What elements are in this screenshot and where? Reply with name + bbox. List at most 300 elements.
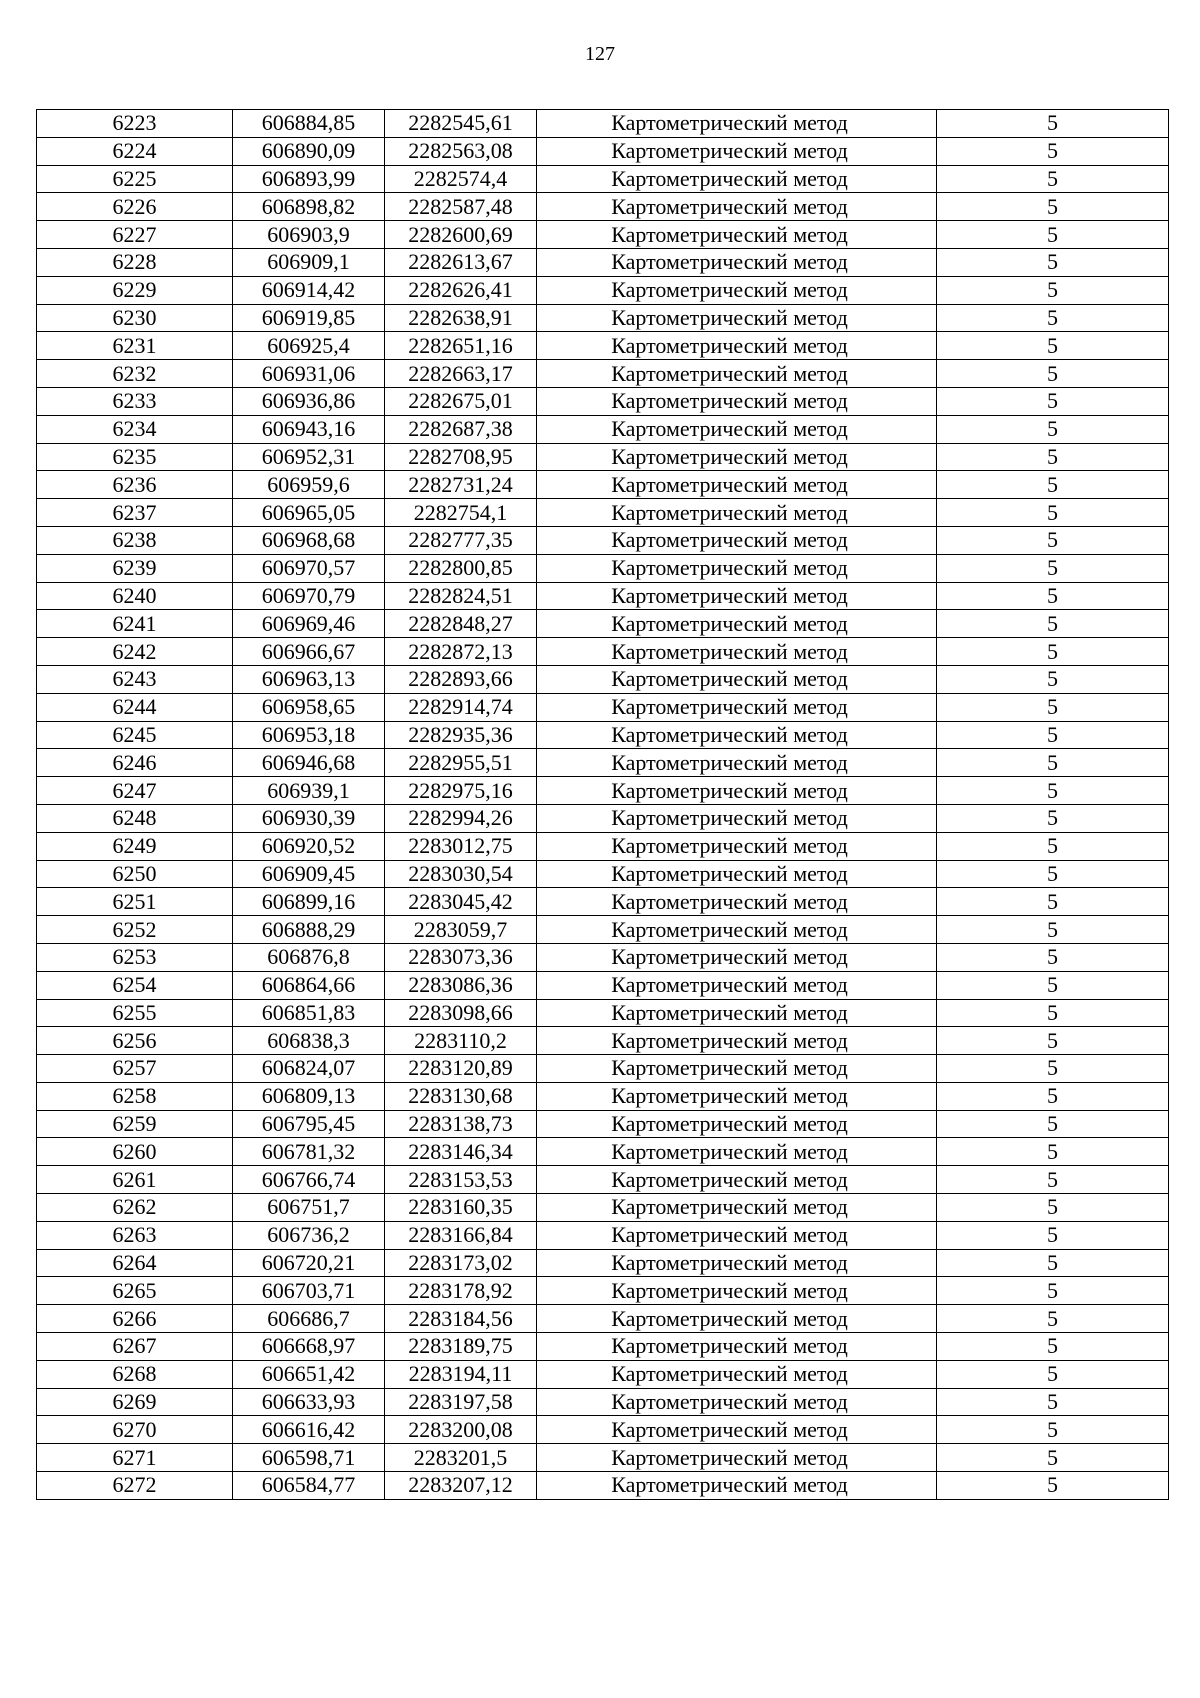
y-coordinate-cell: 2283030,54 [385,860,537,888]
method-cell: Картометрический метод [537,777,937,805]
y-coordinate-cell: 2283160,35 [385,1194,537,1222]
point-number-cell: 6257 [37,1055,233,1083]
accuracy-cell: 5 [937,860,1169,888]
method-cell: Картометрический метод [537,1110,937,1138]
x-coordinate-cell: 606939,1 [233,777,385,805]
method-cell: Картометрический метод [537,1360,937,1388]
accuracy-cell: 5 [937,610,1169,638]
point-number-cell: 6240 [37,582,233,610]
page-number: 127 [585,43,615,65]
y-coordinate-cell: 2282914,74 [385,693,537,721]
method-cell: Картометрический метод [537,916,937,944]
method-cell: Картометрический метод [537,582,937,610]
method-cell: Картометрический метод [537,1138,937,1166]
table-row [37,888,1169,916]
method-cell: Картометрический метод [537,332,937,360]
y-coordinate-cell: 2282848,27 [385,610,537,638]
accuracy-cell: 5 [937,693,1169,721]
y-coordinate-cell: 2283110,2 [385,1027,537,1055]
point-number-cell: 6227 [37,221,233,249]
table-row [37,1249,1169,1277]
method-cell: Картометрический метод [537,1166,937,1194]
accuracy-cell: 5 [937,1249,1169,1277]
table-row [37,1082,1169,1110]
y-coordinate-cell: 2283130,68 [385,1082,537,1110]
x-coordinate-cell: 606884,85 [233,110,385,138]
x-coordinate-cell: 606930,39 [233,804,385,832]
accuracy-cell: 5 [937,943,1169,971]
table-row [37,1277,1169,1305]
method-cell: Картометрический метод [537,1333,937,1361]
table-row [37,1194,1169,1222]
table-row [37,193,1169,221]
x-coordinate-cell: 606898,82 [233,193,385,221]
point-number-cell: 6256 [37,1027,233,1055]
y-coordinate-cell: 2282613,67 [385,248,537,276]
x-coordinate-cell: 606920,52 [233,832,385,860]
y-coordinate-cell: 2283178,92 [385,1277,537,1305]
table-row [37,1110,1169,1138]
x-coordinate-cell: 606909,45 [233,860,385,888]
accuracy-cell: 5 [937,1138,1169,1166]
x-coordinate-cell: 606965,05 [233,499,385,527]
accuracy-cell: 5 [937,804,1169,832]
x-coordinate-cell: 606968,68 [233,526,385,554]
method-cell: Картометрический метод [537,1416,937,1444]
x-coordinate-cell: 606809,13 [233,1082,385,1110]
y-coordinate-cell: 2283098,66 [385,999,537,1027]
point-number-cell: 6228 [37,248,233,276]
method-cell: Картометрический метод [537,248,937,276]
x-coordinate-cell: 606890,09 [233,137,385,165]
x-coordinate-cell: 606686,7 [233,1305,385,1333]
y-coordinate-cell: 2283207,12 [385,1472,537,1500]
table-row [37,499,1169,527]
method-cell: Картометрический метод [537,165,937,193]
accuracy-cell: 5 [937,638,1169,666]
x-coordinate-cell: 606766,74 [233,1166,385,1194]
point-number-cell: 6262 [37,1194,233,1222]
method-cell: Картометрический метод [537,471,937,499]
accuracy-cell: 5 [937,526,1169,554]
y-coordinate-cell: 2283201,5 [385,1444,537,1472]
accuracy-cell: 5 [937,916,1169,944]
y-coordinate-cell: 2283059,7 [385,916,537,944]
table-row [37,165,1169,193]
table-row [37,415,1169,443]
table-row [37,1027,1169,1055]
y-coordinate-cell: 2283173,02 [385,1249,537,1277]
point-number-cell: 6235 [37,443,233,471]
table-row [37,1472,1169,1500]
y-coordinate-cell: 2283120,89 [385,1055,537,1083]
method-cell: Картометрический метод [537,860,937,888]
x-coordinate-cell: 606909,1 [233,248,385,276]
method-cell: Картометрический метод [537,443,937,471]
accuracy-cell: 5 [937,999,1169,1027]
y-coordinate-cell: 2283200,08 [385,1416,537,1444]
y-coordinate-cell: 2283045,42 [385,888,537,916]
accuracy-cell: 5 [937,554,1169,582]
x-coordinate-cell: 606953,18 [233,721,385,749]
table-row [37,916,1169,944]
y-coordinate-cell: 2283138,73 [385,1110,537,1138]
point-number-cell: 6248 [37,804,233,832]
y-coordinate-cell: 2282563,08 [385,137,537,165]
y-coordinate-cell: 2282955,51 [385,749,537,777]
x-coordinate-cell: 606959,6 [233,471,385,499]
point-number-cell: 6229 [37,276,233,304]
y-coordinate-cell: 2282626,41 [385,276,537,304]
table-row [37,471,1169,499]
table-row [37,749,1169,777]
y-coordinate-cell: 2282824,51 [385,582,537,610]
method-cell: Картометрический метод [537,1305,937,1333]
point-number-cell: 6233 [37,387,233,415]
x-coordinate-cell: 606946,68 [233,749,385,777]
table-row [37,1221,1169,1249]
method-cell: Картометрический метод [537,1388,937,1416]
point-number-cell: 6258 [37,1082,233,1110]
point-number-cell: 6225 [37,165,233,193]
y-coordinate-cell: 2282638,91 [385,304,537,332]
x-coordinate-cell: 606966,67 [233,638,385,666]
point-number-cell: 6236 [37,471,233,499]
accuracy-cell: 5 [937,1194,1169,1222]
point-number-cell: 6255 [37,999,233,1027]
accuracy-cell: 5 [937,471,1169,499]
point-number-cell: 6265 [37,1277,233,1305]
point-number-cell: 6230 [37,304,233,332]
table-row [37,332,1169,360]
method-cell: Картометрический метод [537,415,937,443]
x-coordinate-cell: 606598,71 [233,1444,385,1472]
method-cell: Картометрический метод [537,137,937,165]
table-row [37,110,1169,138]
method-cell: Картометрический метод [537,999,937,1027]
accuracy-cell: 5 [937,749,1169,777]
method-cell: Картометрический метод [537,387,937,415]
method-cell: Картометрический метод [537,276,937,304]
x-coordinate-cell: 606824,07 [233,1055,385,1083]
accuracy-cell: 5 [937,1333,1169,1361]
method-cell: Картометрический метод [537,360,937,388]
table-row [37,777,1169,805]
accuracy-cell: 5 [937,276,1169,304]
x-coordinate-cell: 606751,7 [233,1194,385,1222]
x-coordinate-cell: 606876,8 [233,943,385,971]
x-coordinate-cell: 606970,79 [233,582,385,610]
table-row [37,1138,1169,1166]
x-coordinate-cell: 606931,06 [233,360,385,388]
x-coordinate-cell: 606919,85 [233,304,385,332]
table-row [37,554,1169,582]
point-number-cell: 6231 [37,332,233,360]
table-row [37,943,1169,971]
table-row [37,1055,1169,1083]
point-number-cell: 6245 [37,721,233,749]
x-coordinate-cell: 606864,66 [233,971,385,999]
point-number-cell: 6244 [37,693,233,721]
x-coordinate-cell: 606633,93 [233,1388,385,1416]
table-row [37,1388,1169,1416]
point-number-cell: 6252 [37,916,233,944]
accuracy-cell: 5 [937,221,1169,249]
accuracy-cell: 5 [937,832,1169,860]
method-cell: Картометрический метод [537,1082,937,1110]
point-number-cell: 6270 [37,1416,233,1444]
x-coordinate-cell: 606963,13 [233,665,385,693]
x-coordinate-cell: 606720,21 [233,1249,385,1277]
x-coordinate-cell: 606651,42 [233,1360,385,1388]
point-number-cell: 6241 [37,610,233,638]
accuracy-cell: 5 [937,360,1169,388]
accuracy-cell: 5 [937,137,1169,165]
y-coordinate-cell: 2282675,01 [385,387,537,415]
table-row [37,999,1169,1027]
table-row [37,137,1169,165]
accuracy-cell: 5 [937,193,1169,221]
table-row [37,1360,1169,1388]
y-coordinate-cell: 2283184,56 [385,1305,537,1333]
x-coordinate-cell: 606584,77 [233,1472,385,1500]
y-coordinate-cell: 2283197,58 [385,1388,537,1416]
accuracy-cell: 5 [937,665,1169,693]
x-coordinate-cell: 606888,29 [233,916,385,944]
accuracy-cell: 5 [937,1110,1169,1138]
y-coordinate-cell: 2282777,35 [385,526,537,554]
table-row [37,526,1169,554]
accuracy-cell: 5 [937,1388,1169,1416]
point-number-cell: 6242 [37,638,233,666]
x-coordinate-cell: 606668,97 [233,1333,385,1361]
accuracy-cell: 5 [937,248,1169,276]
accuracy-cell: 5 [937,387,1169,415]
method-cell: Картометрический метод [537,1472,937,1500]
point-number-cell: 6246 [37,749,233,777]
point-number-cell: 6264 [37,1249,233,1277]
table-row [37,971,1169,999]
accuracy-cell: 5 [937,1416,1169,1444]
accuracy-cell: 5 [937,1472,1169,1500]
y-coordinate-cell: 2283153,53 [385,1166,537,1194]
method-cell: Картометрический метод [537,721,937,749]
table-row [37,276,1169,304]
point-number-cell: 6223 [37,110,233,138]
x-coordinate-cell: 606925,4 [233,332,385,360]
accuracy-cell: 5 [937,304,1169,332]
method-cell: Картометрический метод [537,1249,937,1277]
y-coordinate-cell: 2282731,24 [385,471,537,499]
y-coordinate-cell: 2283073,36 [385,943,537,971]
table-row [37,638,1169,666]
point-number-cell: 6266 [37,1305,233,1333]
method-cell: Картометрический метод [537,526,937,554]
point-number-cell: 6237 [37,499,233,527]
y-coordinate-cell: 2282800,85 [385,554,537,582]
table-row [37,360,1169,388]
table-row [37,1416,1169,1444]
table-row [37,582,1169,610]
method-cell: Картометрический метод [537,610,937,638]
x-coordinate-cell: 606899,16 [233,888,385,916]
method-cell: Картометрический метод [537,1444,937,1472]
point-number-cell: 6239 [37,554,233,582]
accuracy-cell: 5 [937,110,1169,138]
table-row [37,860,1169,888]
y-coordinate-cell: 2282687,38 [385,415,537,443]
point-number-cell: 6249 [37,832,233,860]
method-cell: Картометрический метод [537,943,937,971]
x-coordinate-cell: 606795,45 [233,1110,385,1138]
method-cell: Картометрический метод [537,693,937,721]
method-cell: Картометрический метод [537,832,937,860]
method-cell: Картометрический метод [537,665,937,693]
method-cell: Картометрический метод [537,749,937,777]
table-row [37,1444,1169,1472]
table-row [37,221,1169,249]
method-cell: Картометрический метод [537,804,937,832]
coordinates-table [36,109,1169,1500]
x-coordinate-cell: 606943,16 [233,415,385,443]
method-cell: Картометрический метод [537,638,937,666]
accuracy-cell: 5 [937,971,1169,999]
accuracy-cell: 5 [937,332,1169,360]
accuracy-cell: 5 [937,582,1169,610]
x-coordinate-cell: 606781,32 [233,1138,385,1166]
point-number-cell: 6254 [37,971,233,999]
accuracy-cell: 5 [937,1166,1169,1194]
coordinates-table-body [37,110,1169,1500]
accuracy-cell: 5 [937,499,1169,527]
point-number-cell: 6260 [37,1138,233,1166]
point-number-cell: 6234 [37,415,233,443]
x-coordinate-cell: 606970,57 [233,554,385,582]
method-cell: Картометрический метод [537,221,937,249]
method-cell: Картометрический метод [537,193,937,221]
y-coordinate-cell: 2283194,11 [385,1360,537,1388]
y-coordinate-cell: 2282545,61 [385,110,537,138]
table-row [37,665,1169,693]
x-coordinate-cell: 606969,46 [233,610,385,638]
accuracy-cell: 5 [937,165,1169,193]
point-number-cell: 6250 [37,860,233,888]
table-row [37,721,1169,749]
accuracy-cell: 5 [937,1082,1169,1110]
x-coordinate-cell: 606616,42 [233,1416,385,1444]
table-row [37,693,1169,721]
y-coordinate-cell: 2282587,48 [385,193,537,221]
point-number-cell: 6226 [37,193,233,221]
accuracy-cell: 5 [937,415,1169,443]
point-number-cell: 6259 [37,1110,233,1138]
method-cell: Картометрический метод [537,1194,937,1222]
method-cell: Картометрический метод [537,971,937,999]
y-coordinate-cell: 2283146,34 [385,1138,537,1166]
accuracy-cell: 5 [937,1027,1169,1055]
point-number-cell: 6268 [37,1360,233,1388]
y-coordinate-cell: 2282754,1 [385,499,537,527]
x-coordinate-cell: 606851,83 [233,999,385,1027]
point-number-cell: 6267 [37,1333,233,1361]
y-coordinate-cell: 2282708,95 [385,443,537,471]
accuracy-cell: 5 [937,1444,1169,1472]
method-cell: Картометрический метод [537,1055,937,1083]
method-cell: Картометрический метод [537,1277,937,1305]
point-number-cell: 6232 [37,360,233,388]
accuracy-cell: 5 [937,1221,1169,1249]
y-coordinate-cell: 2283166,84 [385,1221,537,1249]
y-coordinate-cell: 2282893,66 [385,665,537,693]
point-number-cell: 6238 [37,526,233,554]
point-number-cell: 6253 [37,943,233,971]
point-number-cell: 6243 [37,665,233,693]
method-cell: Картометрический метод [537,1221,937,1249]
accuracy-cell: 5 [937,1277,1169,1305]
method-cell: Картометрический метод [537,110,937,138]
y-coordinate-cell: 2282994,26 [385,804,537,832]
point-number-cell: 6269 [37,1388,233,1416]
table-row [37,443,1169,471]
y-coordinate-cell: 2283012,75 [385,832,537,860]
method-cell: Картометрический метод [537,499,937,527]
x-coordinate-cell: 606903,9 [233,221,385,249]
point-number-cell: 6251 [37,888,233,916]
y-coordinate-cell: 2282600,69 [385,221,537,249]
accuracy-cell: 5 [937,777,1169,805]
y-coordinate-cell: 2282975,16 [385,777,537,805]
accuracy-cell: 5 [937,721,1169,749]
x-coordinate-cell: 606914,42 [233,276,385,304]
x-coordinate-cell: 606936,86 [233,387,385,415]
table-row [37,610,1169,638]
method-cell: Картометрический метод [537,1027,937,1055]
table-row [37,1305,1169,1333]
table-row [37,304,1169,332]
x-coordinate-cell: 606703,71 [233,1277,385,1305]
point-number-cell: 6271 [37,1444,233,1472]
accuracy-cell: 5 [937,443,1169,471]
y-coordinate-cell: 2282663,17 [385,360,537,388]
y-coordinate-cell: 2283086,36 [385,971,537,999]
point-number-cell: 6224 [37,137,233,165]
x-coordinate-cell: 606952,31 [233,443,385,471]
table-row [37,387,1169,415]
x-coordinate-cell: 606838,3 [233,1027,385,1055]
accuracy-cell: 5 [937,1055,1169,1083]
y-coordinate-cell: 2282574,4 [385,165,537,193]
accuracy-cell: 5 [937,1305,1169,1333]
table-row [37,1333,1169,1361]
table-row [37,804,1169,832]
y-coordinate-cell: 2283189,75 [385,1333,537,1361]
method-cell: Картометрический метод [537,304,937,332]
point-number-cell: 6263 [37,1221,233,1249]
method-cell: Картометрический метод [537,554,937,582]
y-coordinate-cell: 2282651,16 [385,332,537,360]
method-cell: Картометрический метод [537,888,937,916]
point-number-cell: 6261 [37,1166,233,1194]
x-coordinate-cell: 606893,99 [233,165,385,193]
y-coordinate-cell: 2282935,36 [385,721,537,749]
accuracy-cell: 5 [937,1360,1169,1388]
point-number-cell: 6247 [37,777,233,805]
x-coordinate-cell: 606958,65 [233,693,385,721]
accuracy-cell: 5 [937,888,1169,916]
table-row [37,1166,1169,1194]
table-row [37,832,1169,860]
y-coordinate-cell: 2282872,13 [385,638,537,666]
